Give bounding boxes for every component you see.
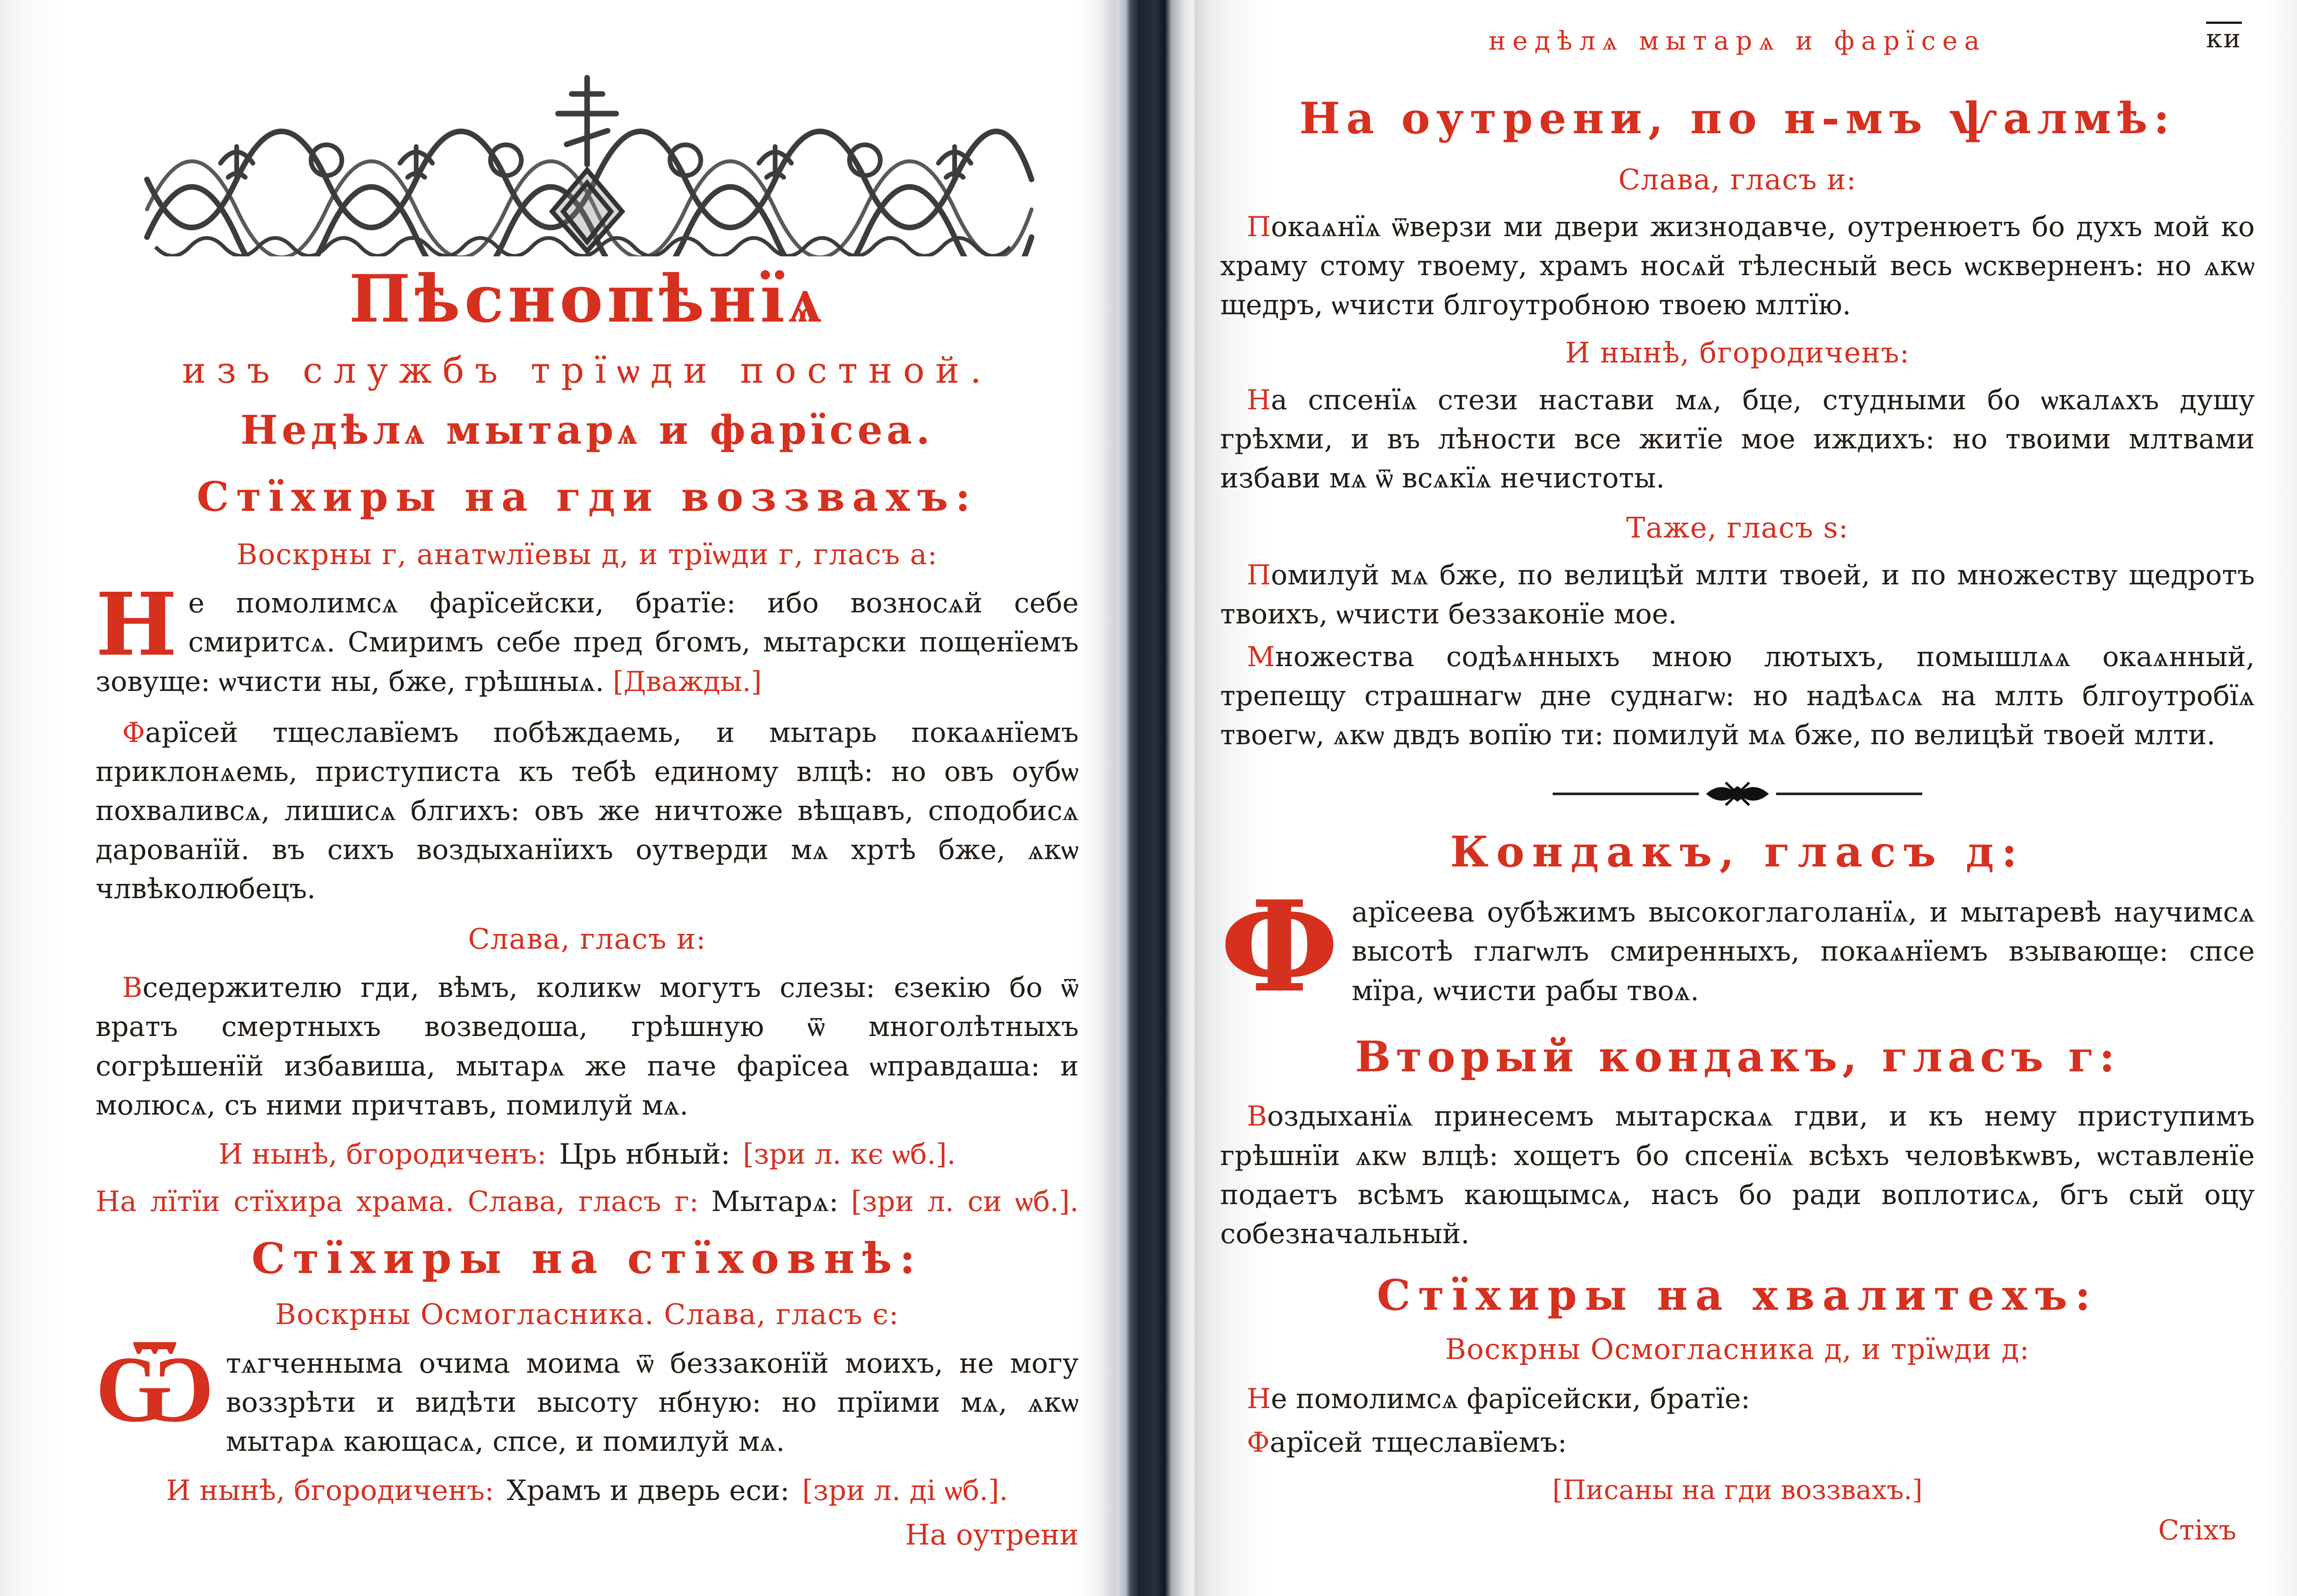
folio-number: ки [2206,24,2242,54]
heading-utrenya: На оутрени, по н-мъ ѱалмѣ: [1299,93,2176,144]
line-i-nyne-1 [96,1136,1079,1172]
red-initial: В [122,972,143,1004]
rubric-litia: На лїтїи стїхира храма. Слава, гласъ г: [96,1185,699,1218]
heading-slava-glas8: Слава, гласъ и: [1618,163,1857,197]
incipit-1-text: е помолимсѧ фарїсейски, братїе: [1271,1383,1750,1415]
kondak-2 [1220,1097,2255,1254]
rubric-osmoglasnika: Воскрны Осмогласника. Слава, гласъ є: [275,1297,900,1331]
rubric-voskresny: Воскрны г, анатѡлїевы д, и трїѡди г, гласъ а: [236,537,938,571]
drop-cap-initial: Ѿ [96,1332,214,1443]
troparion-4-text: ножества содѣѧнныхъ мною лютыхъ, помышлѧѧ окаѧнный, трепещу страшнагѡ дне суднагѡ: но надѣѧсѧ на млть блгоутробїѧ твоегѡ, ѧкѡ двдъ вопїю ти: помилуй мѧ бже, по велицѣй твоей млти. [1220,641,2255,752]
page-reference: [зри л. ді ѡб.]. [802,1474,1008,1507]
book-gutter [1099,0,1207,1596]
line-i-nyne-2 [96,1472,1079,1509]
section-divider-ornament [1531,779,1944,809]
red-initial: Н [1247,384,1271,416]
headpiece-ornament [105,73,1069,256]
stichera-4-text: тѧгченныма очима моима ѿ беззаконїй моихъ, не могу воззрѣти и видѣти высоту нбную: но прїими мѧ, ѧкѡ мытарѧ кающасѧ, спсе, и помилуй мѧ. [226,1347,1079,1458]
written-note: [Писаны на гди воззвахъ.] [1552,1474,1923,1506]
heading-stihovne: Стїхиры на стїховнѣ: [251,1234,923,1284]
incipit-1 [1220,1380,2255,1419]
troparion-3 [1220,556,2255,634]
drop-cap-initial: Ф [1220,874,1339,1021]
red-initial: Ф [122,716,145,749]
stichera-2 [96,713,1079,909]
line-litia [96,1183,1079,1220]
page-right [1194,0,2297,1596]
troparion-4 [1220,638,2255,755]
stichera-1 [96,574,1079,702]
stichera-2-text: арїсей тщеславїемъ побѣждаемь, и мытарь покаѧнїемъ приклонѧемь, приступиста къ тебѣ единому влцѣ: но овъ оубѡ похваливсѧ, лишисѧ блгихъ: овъ же ничтоже вѣщавъ, сподобисѧ дарованїй. въ сихъ воздыханїихъ оутверди мѧ хртѣ бже, ѧкѡ члвѣколюбецъ. [96,716,1079,906]
incipit-hram-i-dver: Храмъ и дверь еси: [507,1474,790,1507]
heading-vozzvah: Стїхиры на гди воззвахъ: [197,472,978,521]
red-initial: Н [1247,1383,1271,1415]
rubric-i-nyne: И нынѣ, бгородиченъ: [218,1138,547,1171]
book-subtitle: изъ службъ трїѡди постной. [182,350,992,392]
heading-hvalitex: Стїхиры на хвалитехъ: [1377,1270,2098,1320]
page-left [0,0,1116,1596]
incipit-2-text: арїсей тщеславїемъ: [1269,1426,1567,1459]
red-initial: В [1247,1100,1267,1133]
red-initial: П [1247,210,1271,243]
repeat-note: [Дважды.] [612,665,762,698]
catchword-left: На оутрени [905,1518,1079,1552]
running-header-row [1220,26,2255,62]
page-reference: [зри л. си ѡб.]. [851,1185,1079,1218]
heading-kondak-2: Вторый кондакъ, гласъ г: [1355,1031,2120,1081]
incipit-tsar-nebesny: Црь нбный: [559,1138,730,1171]
incipit-2 [1220,1423,2255,1462]
heading-i-nyne: И нынѣ, бгородиченъ: [1565,336,1910,370]
kondak-2-text: оздыханїѧ принесемъ мытарскаѧ гдви, и къ нему приступимъ грѣшнїи ѧкѡ влцѣ: хощетъ бо спсенїѧ всѣхъ человѣкѡвъ, ѡставленїе подаетъ всѣмъ кающымсѧ, насъ бо ради воплотисѧ, бгъ сый оцу собезначальный. [1220,1100,2255,1250]
drop-cap-initial: Н [96,574,177,676]
kondak-1-text: арїсеева оубѣжимъ высокоглаголанїѧ, и мытаревѣ научимсѧ высотѣ глагѡлъ смиренныхъ, покаѧнїемъ взывающе: спсе мїра, ѡчисти рабы твоѧ. [1352,896,2255,1007]
stichera-3 [96,968,1079,1125]
heading-tazhe: Таже, гласъ ѕ: [1626,511,1849,545]
stichera-4 [96,1332,1079,1462]
orthodox-cross-icon [558,78,617,164]
heading-kondak: Кондакъ, гласъ д: [1450,826,2025,877]
incipit-mytarya: Мытарѧ: [711,1185,839,1218]
troparion-1 [1220,208,2255,325]
book-title: Пѣснопѣнїѧ [349,261,826,337]
troparion-3-text: омилуй мѧ бже, по велицѣй млти твоей, и по множеству щедротъ твоихъ, ѡчисти беззаконїе мое. [1220,559,2255,630]
troparion-2 [1220,381,2255,498]
stichera-1-text: е помолимсѧ фарїсейски, братїе: ибо возносѧй себе смиритсѧ. Смиримъ себе пред бгомъ, мытарски пощенїемъ зовуще: ѡчисти ны, бже, грѣшныѧ. [96,587,1079,698]
red-initial: П [1247,559,1271,591]
section-title: Недѣлѧ мытарѧ и фарїсеа. [240,407,934,453]
red-initial: Ф [1247,1426,1270,1459]
page-reference: [зри л. кє ѡб.]. [743,1138,956,1171]
stichera-3-text: седержителю гди, вѣмъ, коликѡ могутъ слезы: єзекію бо ѿ вратъ смертныхъ возведоша, грѣшную ѿ многолѣтныхъ согрѣшенїй избавиша, мытарѧ же паче фарїсеа ѡправдаша: и молюсѧ, съ ними причтавъ, помилуй мѧ. [96,972,1079,1121]
troparion-2-text: а спсенїѧ стези настави мѧ, бце, студными бо ѡкалѧхъ душу грѣхми, и въ лѣности все житїе мое иждихъ: но твоими млтвами избави мѧ ѿ всѧкїѧ нечистоты. [1220,384,2255,495]
red-initial: М [1247,641,1275,673]
catchword-right: Стіхъ [2158,1514,2236,1547]
kondak-1 [1220,874,2255,1021]
heading-slava-glas8: Слава, гласъ и: [468,922,707,956]
rubric-i-nyne: И нынѣ, бгородиченъ: [166,1474,494,1507]
running-head: недѣлѧ мытарѧ и фарїсеа [1488,26,1986,56]
rubric-osmoglasnika: Воскрны Осмогласника д, и трїѡди д: [1445,1332,2030,1366]
troparion-1-text: окаѧнїѧ ѿверзи ми двери жизнодавче, оутренюетъ бо духъ мой ко храму стому твоему, храмъ носѧй тѣлесный весь ѡскверненъ: но ѧкѡ щедръ, ѡчисти блгоутробною твоею млтїю. [1220,210,2255,321]
